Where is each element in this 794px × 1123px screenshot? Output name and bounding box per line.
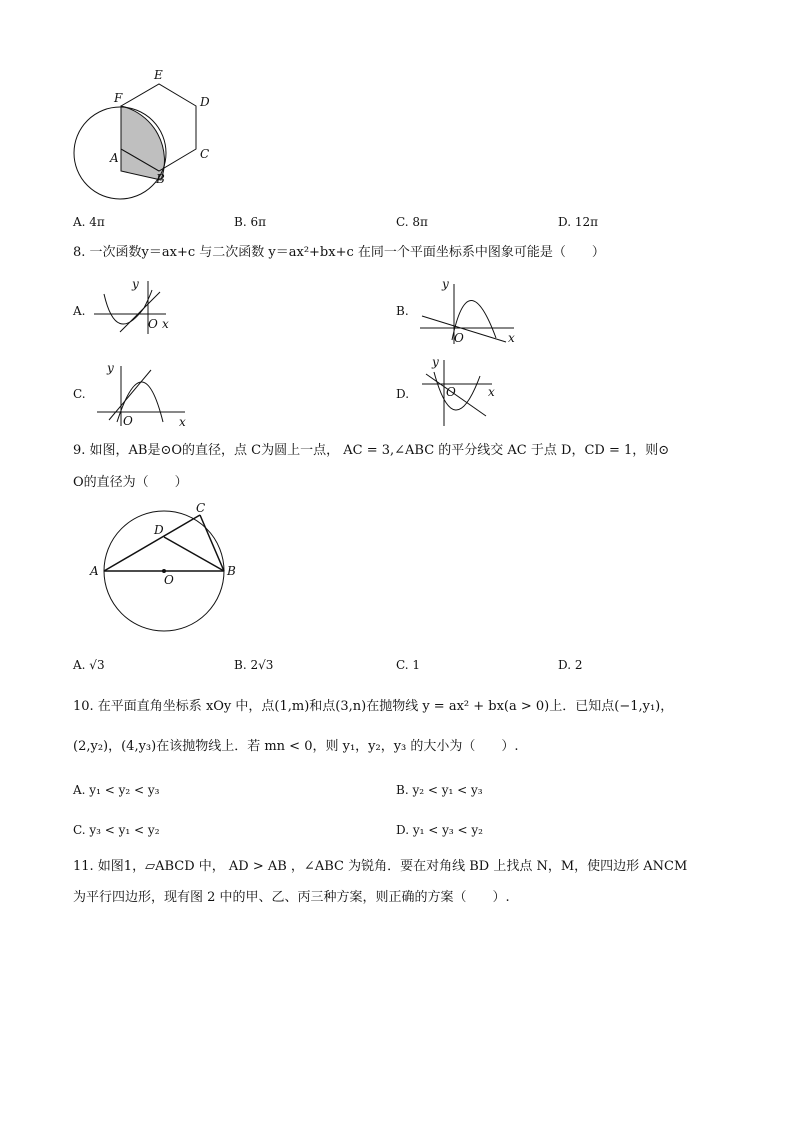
q8-option-d-letter: D. [396, 387, 410, 401]
q9-option-d: D. 2 [558, 658, 583, 672]
q8-stem: 8. 一次函数y＝ax+c 与二次函数 y＝ax²+bx+c 在同一个平面坐标系中图象可能是（ ） [73, 245, 605, 260]
q8-graph-a [92, 276, 182, 336]
q8c-origin: O [123, 414, 133, 428]
q7-label-b: B [156, 172, 165, 186]
q9-label-a: A [90, 564, 99, 578]
q9-label-c: C [196, 501, 206, 515]
q8d-origin: O [446, 385, 456, 399]
q7-shaded-region [121, 106, 164, 180]
q7-label-d: D [200, 95, 210, 109]
q8d-y-label: y [432, 355, 439, 369]
q11-stem-line2: 为平行四边形，现有图 2 中的甲、乙、丙三种方案，则正确的方案（ ）. [73, 890, 510, 905]
q9-stem-line1: 9. 如图，AB是⊙O的直径，点 C为圆上一点， AC = 3,∠ABC 的平分线交 AC 于点 D，CD = 1，则⊙ [73, 443, 670, 458]
q9-option-a: A. √3 [73, 658, 105, 672]
q7-option-a: A. 4π [73, 215, 105, 229]
q8-option-c-letter: C. [73, 387, 86, 401]
q7-option-b: B. 6π [234, 215, 266, 229]
q8b-x-label: x [508, 331, 515, 345]
q7-label-a: A [110, 151, 119, 165]
q10-stem-line2: (2,y₂)，(4,y₃)在该抛物线上．若 mn < 0，则 y₁，y₂，y₃ 的大小为（ ）. [73, 739, 519, 754]
q8b-origin: O [454, 331, 464, 345]
q8-option-b-letter: B. [396, 304, 409, 318]
q7-figure [70, 66, 230, 196]
q9-label-d: D [154, 523, 164, 537]
q9-label-b: B [227, 564, 236, 578]
q9-option-c: C. 1 [396, 658, 421, 672]
q9-stem-line2: O的直径为（ ） [73, 475, 188, 490]
q10-option-b: B. y₂ < y₁ < y₃ [396, 783, 483, 797]
q7-label-c: C [200, 147, 210, 161]
q10-option-d: D. y₁ < y₃ < y₂ [396, 823, 483, 837]
q10-stem-line1: 10. 在平面直角坐标系 xOy 中，点(1,m)和点(3,n)在抛物线 y = ax² + bx(a > 0)上．已知点(−1,y₁)， [73, 699, 674, 714]
q7-option-d: D. 12π [558, 215, 598, 229]
q7-label-e: E [154, 68, 163, 82]
q7-label-f: F [114, 91, 123, 105]
q8b-y-label: y [442, 277, 449, 291]
q8a-origin: O [148, 317, 158, 331]
q8c-y-label: y [107, 361, 114, 375]
q8c-x-label: x [179, 415, 186, 429]
q8-graph-d [420, 354, 510, 434]
q8d-x-label: x [488, 385, 495, 399]
q8-graph-c [95, 360, 195, 430]
q10-option-a: A. y₁ < y₂ < y₃ [73, 783, 160, 797]
q9-label-o: O [164, 573, 174, 587]
q8a-x-label: x [162, 317, 169, 331]
q8a-y-label: y [132, 277, 139, 291]
q11-stem-line1: 11. 如图1，▱ABCD 中， AD > AB ，∠ABC 为锐角．要在对角线 BD 上找点 N，M，使四边形 ANCM [73, 859, 688, 874]
q7-option-c: C. 8π [396, 215, 428, 229]
q8-option-a-letter: A. [73, 304, 86, 318]
q9-figure [86, 500, 246, 640]
q8-graph-b [418, 276, 528, 346]
q9-option-b: B. 2√3 [234, 658, 274, 672]
q10-option-c: C. y₃ < y₁ < y₂ [73, 823, 160, 837]
